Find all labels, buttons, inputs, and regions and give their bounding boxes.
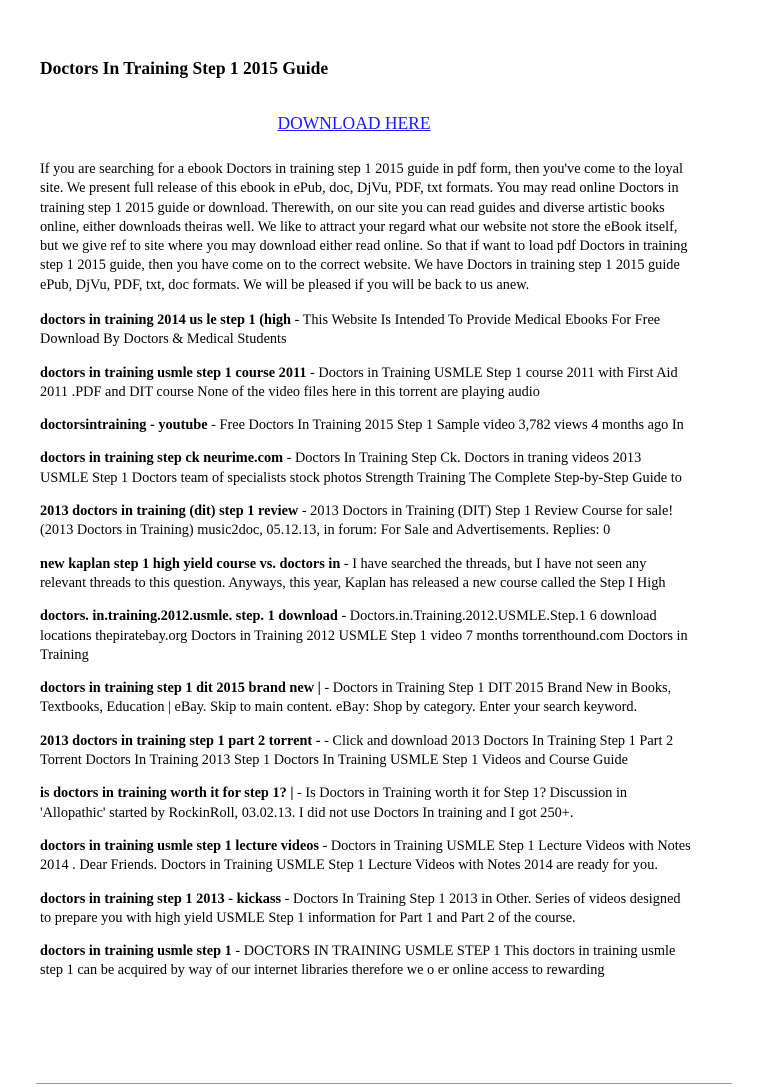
entry-text: - Doctors in Training USMLE Step 1 Lecture Videos with Notes 2014 . Dear Friends. Doctors in Training USMLE Step 1 Lecture Videos with Notes 2014 are ready for you.	[40, 837, 691, 874]
entry-heading: doctors in training 2014 us le step 1 (high	[40, 312, 292, 328]
list-item	[40, 890, 692, 929]
entry-text: - DOCTORS IN TRAINING USMLE STEP 1 This doctors in training usmle step 1 can be acquired by way of our internet libraries therefore we o er online access to rewarding	[40, 943, 676, 979]
list-item	[40, 555, 692, 594]
entry-text: - Doctors In Training Step 1 2013 in Other. Series of videos designed to prepare you with high yield USMLE Step 1 information for Part 1 and Part 2 of the course.	[40, 890, 681, 926]
list-item	[40, 942, 692, 981]
list-item	[40, 607, 692, 665]
list-item	[40, 416, 692, 435]
entry-heading: 2013 doctors in training (dit) step 1 review	[40, 503, 299, 520]
list-item	[40, 837, 692, 876]
entry-heading: doctorsintraining - youtube	[40, 417, 208, 434]
list-item	[40, 732, 692, 771]
intro-paragraph: If you are searching for a ebook Doctors in training step 1 2015 guide in pdf form, then you've come to the loyal site. We present full release of this ebook in ePub, doc, DjVu, PDF, txt formats. You may read online Doctors in training step 1 2015 guide or download. Therewith, on our site you can read guides and diverse artistic books online, either downloads theiras well. We like to attract your regard what our website not store the eBook itself, but we give ref to site where you may download either read online. So that if want to load pdf Doctors in training step 1 2015 guide, then you have come on to the correct website. We have Doctors in training step 1 2015 guide ePub, DjVu, PDF, txt, doc formats. We will be pleased if you will be back to us anew.	[40, 161, 688, 293]
list-item	[40, 679, 692, 718]
list-item	[40, 364, 692, 403]
list-item	[40, 311, 692, 350]
entry-text: - Doctors in Training Step 1 DIT 2015 Brand New in Books, Textbooks, Education | eBay. Skip to main content. eBay: Shop by category. Enter your search keyword.	[40, 680, 672, 716]
entry-heading: is doctors in training worth it for step 1? |	[40, 785, 294, 802]
entry-heading: 2013 doctors in training step 1 part 2 torrent -	[40, 732, 321, 749]
list-item	[40, 784, 692, 823]
list-item	[40, 449, 692, 488]
entry-heading: doctors in training usmle step 1	[40, 943, 232, 960]
entry-heading: doctors in training step 1 dit 2015 brand new |	[40, 680, 321, 697]
entry-text: - Doctors in Training USMLE Step 1 course 2011 with First Aid 2011 .PDF and DIT course None of the video files here in this torrent are playing audio	[40, 364, 678, 400]
entry-text: - Doctors In Training Step Ck. Doctors in traning videos 2013 USMLE Step 1 Doctors team of specialists stock photos Strength Training The Complete Step-by-Step Guide to	[40, 450, 682, 486]
entry-heading: doctors in training usmle step 1 course 2011	[40, 364, 307, 381]
entry-text: - This Website Is Intended To Provide Medical Ebooks For Free Download By Doctors & Medical Students	[40, 312, 661, 348]
entry-text: - Click and download 2013 Doctors In Training Step 1 Part 2 Torrent Doctors In Training 2013 Step 1 Doctors In Training USMLE Step 1 Videos and Course Guide	[40, 732, 674, 769]
download-link[interactable]: DOWNLOAD HERE	[277, 113, 431, 133]
entry-text: - Doctors.in.Training.2012.USMLE.Step.1 6 download locations thepiratebay.org Doctors in Training 2012 USMLE Step 1 video 7 months torrenthound.com Doctors in Training	[40, 608, 688, 663]
entry-heading: new kaplan step 1 high yield course vs. doctors in	[40, 555, 341, 572]
entry-heading: doctors in training step ck neurime.com	[40, 450, 284, 467]
entry-text: - I have searched the threads, but I have not seen any relevant threads to this question. Anyways, this year, Kaplan has released a new course called the Step I High	[40, 555, 666, 591]
entry-text: - Free Doctors In Training 2015 Step 1 Sample video 3,782 views 4 months ago In	[207, 417, 684, 434]
entry-heading: doctors in training step 1 2013 - kickass	[40, 890, 282, 907]
page-bottom-divider	[36, 1083, 732, 1084]
document-title: Doctors In Training Step 1 2015 Guide	[40, 58, 329, 78]
entry-text: - 2013 Doctors in Training (DIT) Step 1 Review Course for sale! (2013 Doctors in Training) music2doc, 05.12.13, in forum: For Sale and Advertisements. Replies: 0	[40, 503, 674, 539]
entry-list	[40, 311, 692, 995]
download-section	[40, 112, 668, 134]
entry-heading: doctors. in.training.2012.usmle. step. 1 download	[40, 608, 338, 625]
list-item	[40, 502, 692, 541]
entry-heading: doctors in training usmle step 1 lecture videos	[40, 837, 319, 854]
entry-text: - Is Doctors in Training worth it for Step 1? Discussion in 'Allopathic' started by RockinRoll, 03.02.13. I did not use Doctors In training and I got 250+.	[40, 785, 628, 821]
